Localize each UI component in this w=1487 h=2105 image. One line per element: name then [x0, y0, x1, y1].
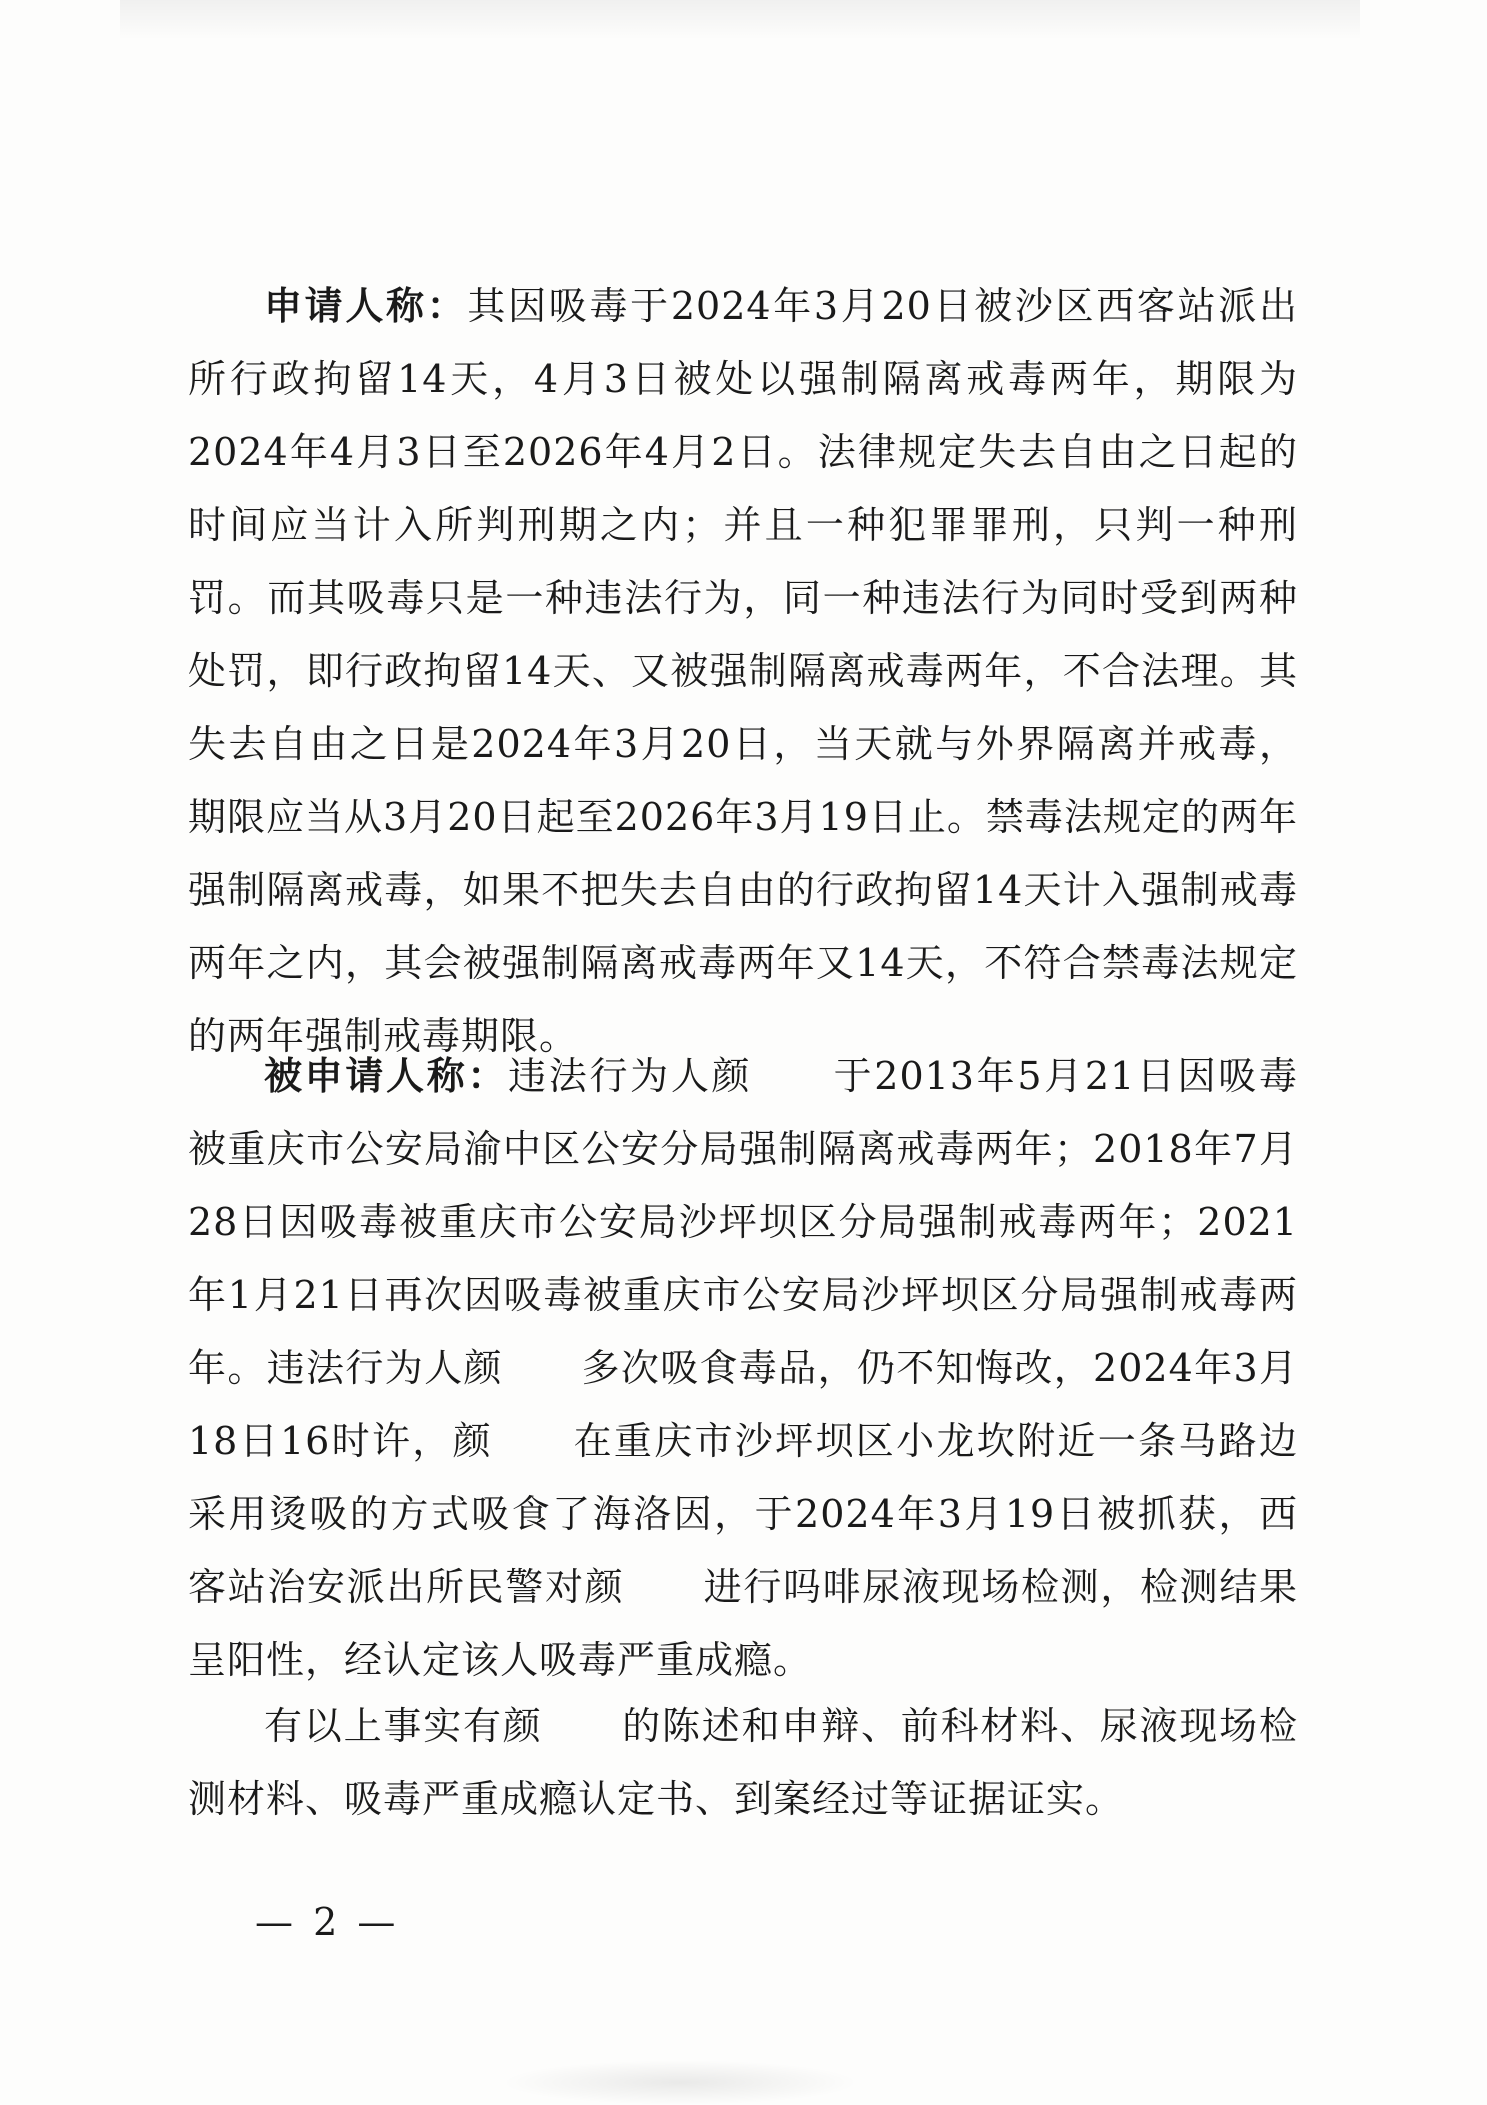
applicant-statement-heading: 申请人称： — [264, 284, 468, 328]
page-number: — 2 — — [255, 1900, 400, 1944]
evidence-paragraph — [188, 1690, 1298, 1836]
scan-shadow-bottom — [500, 2060, 860, 2105]
respondent-statement-paragraph — [188, 1040, 1298, 1697]
applicant-statement-text: 其因吸毒于2024年3月20日被沙区西客站派出所行政拘留14天，4月3日被处以强制隔离戒毒两年，期限为2024年4月3日至2026年4月2日。法律规定失去自由之日起的时间应当计入所判刑期之内；并且一种犯罪罪刑，只判一种刑罚。而其吸毒只是一种违法行为，同一种违法行为同时受到两种处罚，即行政拘留14天、又被强制隔离戒毒两年，不合法理。其失去自由之日是2024年3月20日，当天就与外界隔离并戒毒，期限应当从3月20日起至2026年3月19日止。禁毒法规定的两年强制隔离戒毒，如果不把失去自由的行政拘留14天计入强制戒毒两年之内，其会被强制隔离戒毒两年又14天，不符合禁毒法规定的两年强制戒毒期限。 — [188, 284, 1298, 1058]
applicant-statement-paragraph — [188, 270, 1298, 1073]
evidence-text: 有以上事实有颜 的陈述和申辩、前科材料、尿液现场检测材料、吸毒严重成瘾认定书、到案经过等证据证实。 — [188, 1704, 1298, 1821]
respondent-statement-text: 违法行为人颜 于2013年5月21日因吸毒被重庆市公安局渝中区公安分局强制隔离戒毒两年；2018年7月28日因吸毒被重庆市公安局沙坪坝区分局强制戒毒两年；2021年1月21日再次因吸毒被重庆市公安局沙坪坝区分局强制戒毒两年。违法行为人颜 多次吸食毒品，仍不知悔改，2024年3月18日16时许，颜 在重庆市沙坪坝区小龙坎附近一条马路边采用烫吸的方式吸食了海洛因，于2024年3月19日被抓获，西客站治安派出所民警对颜 进行吗啡尿液现场检测，检测结果呈阳性，经认定该人吸毒严重成瘾。 — [188, 1054, 1298, 1682]
scan-shadow-top — [120, 0, 1360, 40]
respondent-statement-heading: 被申请人称： — [264, 1054, 509, 1098]
